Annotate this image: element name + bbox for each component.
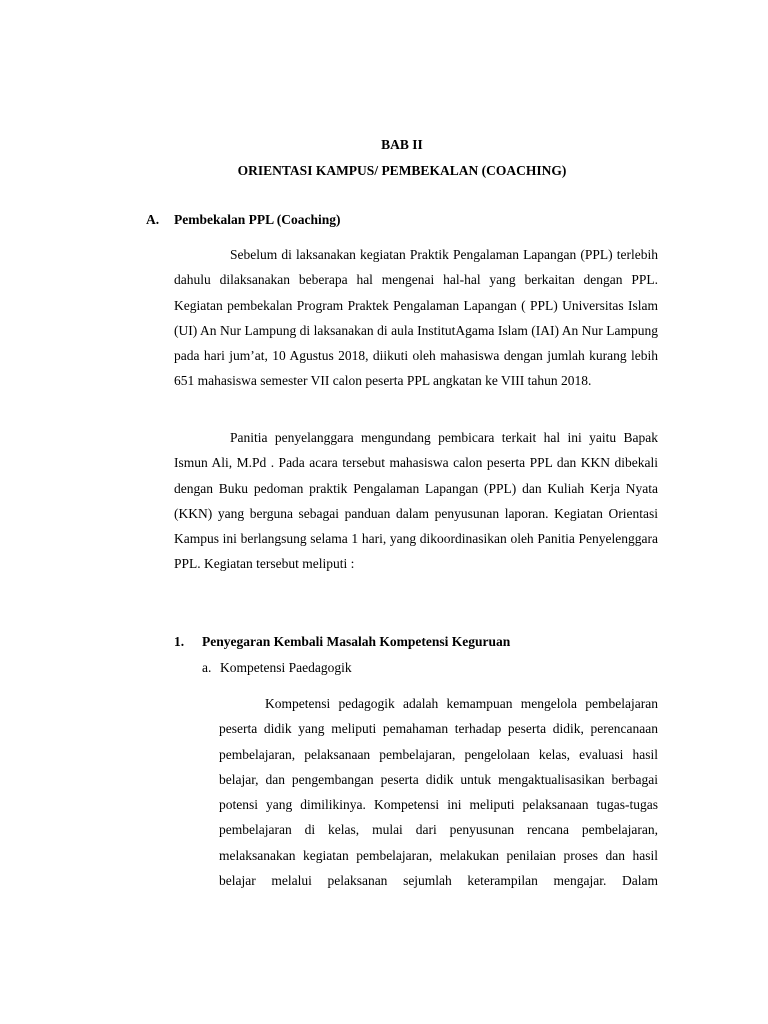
sub-item-heading bbox=[202, 660, 352, 676]
sub-item-marker: a. bbox=[202, 660, 212, 675]
item-marker: 1. bbox=[174, 634, 185, 649]
chapter-title: ORIENTASI KAMPUS/ PEMBEKALAN (COACHING) bbox=[237, 163, 567, 178]
section-title: Pembekalan PPL (Coaching) bbox=[174, 212, 341, 227]
paragraph-panitia: Panitia penyelanggara mengundang pembicara terkait hal ini yaitu Bapak Ismun Ali, M.Pd . Pada acara tersebut mahasiswa calon peserta PPL dan KKN dibekali dengan Buku pedoman praktik Pengalaman Lapangan (PPL) dan Kuliah Kerja Nyata (KKN) yang berguna sebagai panduan dalam penyusunan laporan. Kegiatan Orientasi Kampus ini berlangsung selama 1 hari, yang dikoordinasikan oleh Panitia Penyelenggara PPL. Kegiatan tersebut meliputi : bbox=[174, 430, 658, 572]
section-marker: A. bbox=[146, 212, 160, 227]
chapter-number: BAB II bbox=[381, 137, 423, 152]
sub-item-title: Kompetensi Paedagogik bbox=[220, 660, 352, 675]
numbered-item-heading bbox=[174, 634, 510, 650]
paragraph-pembekalan-intro: Sebelum di laksanakan kegiatan Praktik Pengalaman Lapangan (PPL) terlebih dahulu dilaksanakan beberapa hal mengenai hal-hal yang berkaitan dengan PPL. Kegiatan pembekalan Program Praktek Pengalaman Lapangan ( PPL) Universitas Islam (UI) An Nur Lampung di laksanakan di aula InstitutAgama Islam (IAI) An Nur Lampung pada hari jum’at, 10 Agustus 2018, diikuti oleh mahasiswa dengan jumlah kurang lebih 651 mahasiswa semester VII calon peserta PPL angkatan ke VIII tahun 2018. bbox=[174, 247, 658, 389]
section-heading bbox=[146, 212, 341, 228]
item-title: Penyegaran Kembali Masalah Kompetensi Keguruan bbox=[202, 634, 511, 649]
paragraph-kompetensi-pedagogik: Kompetensi pedagogik adalah kemampuan mengelola pembelajaran peserta didik yang meliputi pemahaman terhadap peserta didik, perencanaan pembelajaran, pelaksanaan pembelajaran, pengelolaan kelas, evaluasi hasil belajar, dan pengembangan peserta didik untuk mengaktualisasikan berbagai potensi yang dimilikinya. Kompetensi ini meliputi pelaksanaan tugas-tugas pembelajaran di kelas, mulai dari penyusunan rencana pembelajaran, melaksanakan kegiatan pembelajaran, melakukan penilaian proses dan hasil belajar melalui pelaksanan sejumlah keterampilan mengajar. Dalam bbox=[219, 696, 658, 889]
